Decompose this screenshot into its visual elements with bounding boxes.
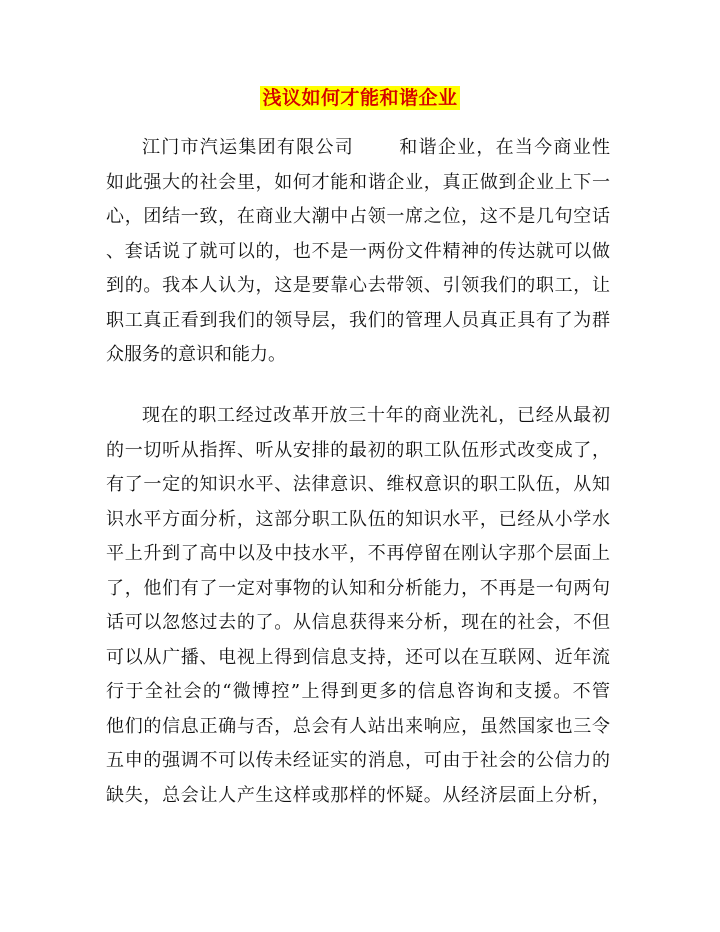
paragraph-1-line-5: 到的。我本人认为，这是要靠心去带领、引领我们的职工，让	[106, 275, 610, 296]
paragraph-2-line-8: 可以从广播、电视上得到信息支持，还可以在互联网、近年流	[106, 646, 610, 668]
paragraph-2-line-7: 话可以忽悠过去的了。从信息获得来分析，现在的社会，不但	[106, 612, 610, 633]
paragraph-1-line-3: 心，团结一致，在商业大潮中占领一席之位，这不是几句空话	[106, 206, 610, 227]
paragraph-1-line-1	[106, 131, 610, 166]
paragraph-1-line-7: 众服务的意识和能力。	[106, 344, 286, 365]
title-container	[0, 86, 720, 110]
paragraph-1-line-6: 职工真正看到我们的领导层，我们的管理人员真正具有了为群	[106, 309, 610, 331]
paragraph-1	[106, 131, 610, 373]
paragraph-2-line-12: 缺失，总会让人产生这样或那样的怀疑。从经济层面上分析，	[106, 784, 610, 806]
paragraph-2-line-2: 的一切听从指挥、听从安排的最初的职工队伍形式改变成了，	[106, 439, 610, 461]
paragraph-2-line-6: 了，他们有了一定对事物的认知和分析能力，不再是一句两句	[106, 577, 610, 599]
paragraph-2-line-10: 他们的信息正确与否，总会有人站出来响应，虽然国家也三令	[106, 715, 610, 737]
paragraph-2-line-11: 五申的强调不可以传未经证实的消息，可由于社会的公信力的	[106, 750, 610, 771]
document-title: 浅议如何才能和谐企业	[262, 87, 458, 109]
paragraph-2-line-4: 识水平方面分析，这部分职工队伍的知识水平，已经从小学水	[106, 508, 610, 530]
paragraph-2-line-5: 平上升到了高中以及中技水平，不再停留在刚认字那个层面上	[106, 543, 610, 564]
paragraph-2-line-1: 现在的职工经过改革开放三十年的商业洗礼，已经从最初	[142, 405, 610, 426]
author-name: 江门市汽运集团有限公司	[142, 137, 354, 158]
paragraph-2-line-3: 有了一定的知识水平、法律意识、维权意识的职工队伍，从知	[106, 474, 610, 495]
paragraph-2	[106, 399, 610, 813]
paragraph-2-line-9: 行于全社会的“微博控”上得到更多的信息咨询和支援。不管	[106, 681, 610, 702]
paragraph-1-line-1-text: 和谐企业，在当今商业性	[398, 137, 610, 158]
paragraph-1-line-2: 如此强大的社会里，如何才能和谐企业，真正做到企业上下一	[106, 171, 610, 193]
paragraph-1-line-4: 、套话说了就可以的，也不是一两份文件精神的传达就可以做	[106, 240, 610, 262]
